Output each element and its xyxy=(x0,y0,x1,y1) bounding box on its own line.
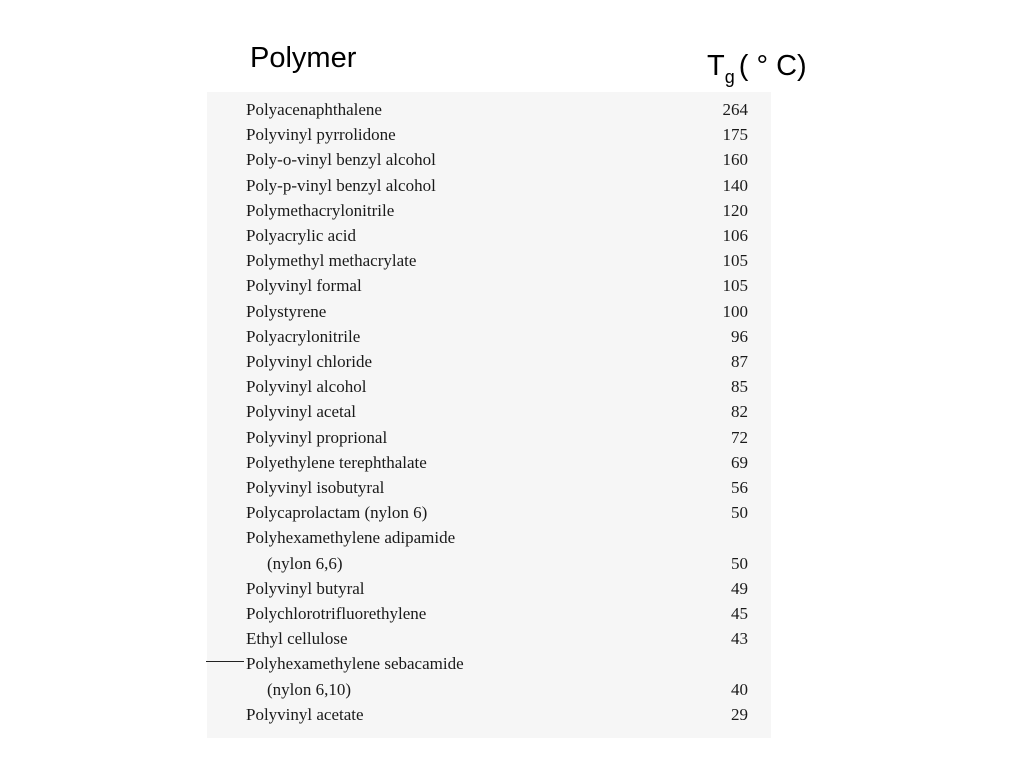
polymer-name: Polycaprolactam (nylon 6) xyxy=(246,503,428,522)
polymer-name: Ethyl cellulose xyxy=(246,629,348,648)
polymer-name: Poly-p-vinyl benzyl alcohol xyxy=(246,176,436,195)
tg-value: 87 xyxy=(731,352,748,371)
polymer-name: (nylon 6,6) xyxy=(267,554,343,573)
polymer-name: Polyvinyl alcohol xyxy=(246,377,367,396)
tg-value: 40 xyxy=(731,680,748,699)
tg-value: 56 xyxy=(731,478,748,497)
polymer-name: Polyvinyl chloride xyxy=(246,352,373,371)
polymer-name: Polyvinyl isobutyral xyxy=(246,478,385,497)
tg-value: 29 xyxy=(731,705,748,724)
polymer-name: Polyhexamethylene adipamide xyxy=(246,528,456,547)
tg-value: 82 xyxy=(731,402,748,421)
polymer-name: Polyacenaphthalene xyxy=(246,100,382,119)
tg-value: 105 xyxy=(722,251,748,270)
polymer-name: Polyvinyl formal xyxy=(246,276,362,295)
tg-value: 43 xyxy=(731,629,748,648)
margin-line xyxy=(206,661,244,662)
tg-unit: ( ° C) xyxy=(738,50,807,82)
tg-value: 50 xyxy=(731,503,748,522)
polymer-name: Polyvinyl pyrrolidone xyxy=(246,125,396,144)
polymer-name: Polyvinyl proprional xyxy=(246,428,388,447)
tg-value: 96 xyxy=(731,327,748,346)
polymer-column-header: Polymer xyxy=(250,42,357,74)
tg-value: 140 xyxy=(722,176,748,195)
tg-symbol: T xyxy=(707,50,725,82)
polymer-name: Poly-o-vinyl benzyl alcohol xyxy=(246,150,436,169)
polymer-name: Polyacrylonitrile xyxy=(246,327,361,346)
tg-value: 175 xyxy=(722,125,748,144)
tg-value: 160 xyxy=(722,150,748,169)
polymer-name: Polyhexamethylene sebacamide xyxy=(246,654,464,673)
polymer-name: Polyethylene terephthalate xyxy=(246,453,427,472)
polymer-name: Polyacrylic acid xyxy=(246,226,356,245)
polymer-name: Polystyrene xyxy=(246,302,327,321)
tg-value: 105 xyxy=(722,276,748,295)
tg-column-header xyxy=(707,50,807,87)
polymer-name: Polymethyl methacrylate xyxy=(246,251,417,270)
polymer-name: (nylon 6,10) xyxy=(267,680,352,699)
tg-value: 106 xyxy=(722,226,748,245)
polymer-name: Polyvinyl butyral xyxy=(246,579,365,598)
polymer-name: Polymethacrylonitrile xyxy=(246,201,395,220)
tg-value: 100 xyxy=(722,302,748,321)
polymer-name: Polychlorotrifluorethylene xyxy=(246,604,427,623)
tg-value: 120 xyxy=(722,201,748,220)
tg-value: 264 xyxy=(722,100,748,119)
tg-value: 72 xyxy=(731,428,748,447)
tg-subscript: g xyxy=(724,67,735,87)
tg-value: 69 xyxy=(731,453,748,472)
tg-value: 50 xyxy=(731,554,748,573)
tg-value: 45 xyxy=(731,604,748,623)
tg-value: 85 xyxy=(731,377,748,396)
tg-value: 49 xyxy=(731,579,748,598)
polymer-name: Polyvinyl acetate xyxy=(246,705,364,724)
polymer-name: Polyvinyl acetal xyxy=(246,402,357,421)
